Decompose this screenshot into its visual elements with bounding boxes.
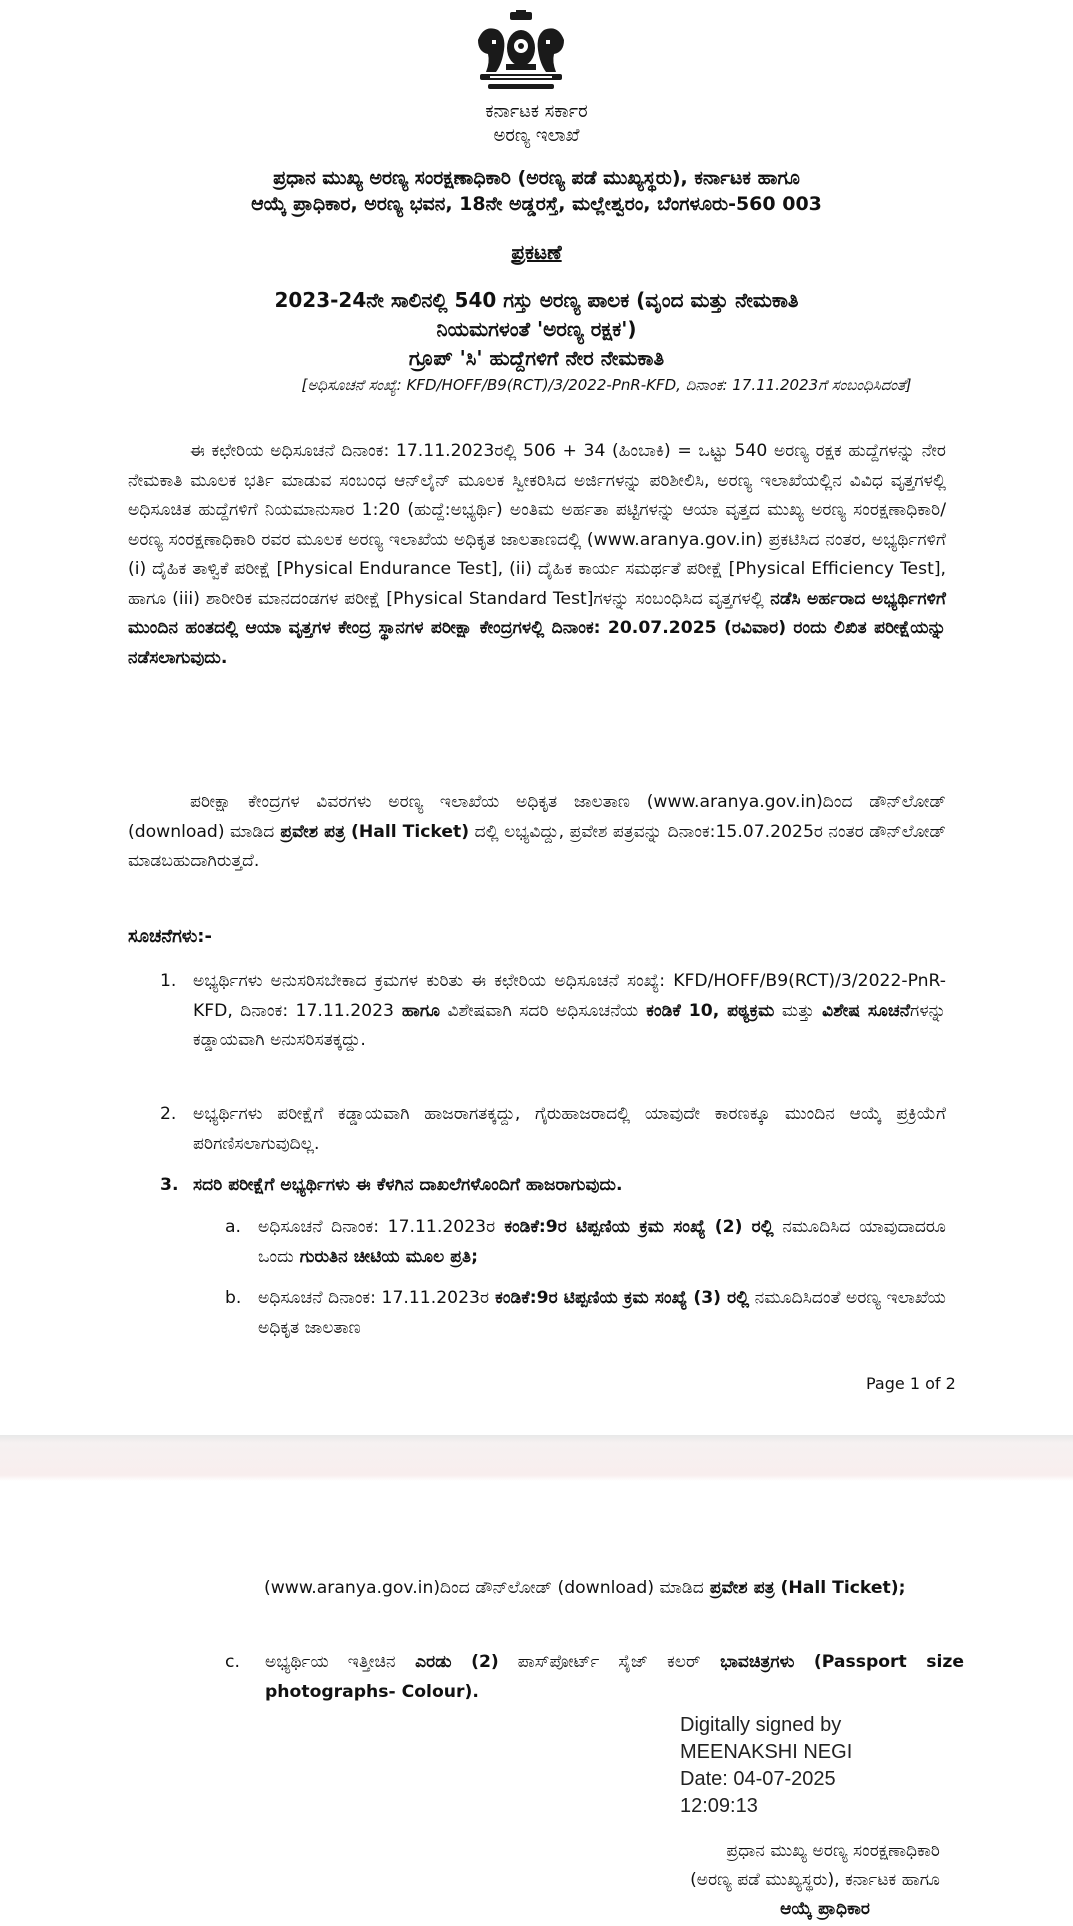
office-address-line-1: ಪ್ರಧಾನ ಮುಖ್ಯ ಅರಣ್ಯ ಸಂರಕ್ಷಣಾಧಿಕಾರಿ (ಅರಣ್ಯ ಪಡೆ ಮುಖ್ಯಸ್ಥರು), ಕರ್ನಾಟಕ ಹಾಗೂ bbox=[273, 167, 800, 189]
instruction-item-3: 3. ಸದರಿ ಪರೀಕ್ಷೆಗೆ ಅಭ್ಯರ್ಥಿಗಳು ಈ ಕೆಳಗಿನ ದಾಖಲೆಗಳೊಂದಿಗೆ ಹಾಜರಾಗುವುದು. bbox=[160, 1171, 946, 1201]
signature-line-1: Digitally signed by bbox=[680, 1714, 842, 1736]
notification-reference: [ಅಧಿಸೂಚನೆ ಸಂಖ್ಯೆ: KFD/HOFF/B9(RCT)/3/2022-PnR-KFD, ದಿನಾಂಕ: 17.11.2023ಗೆ ಸಂಬಂಧಿಸಿದಂತೆ] bbox=[301, 376, 912, 394]
instruction-subitem-a: a. ಅಧಿಸೂಚನೆ ದಿನಾಂಕ: 17.11.2023ರ ಕಂಡಿಕೆ:9ರ ಟಿಪ್ಪಣಿಯ ಕ್ರಮ ಸಂಖ್ಯೆ (2) ರಲ್ಲಿ ನಮೂದಿಸಿದ ಯಾವುದಾದರೂ ಒಂದು ಗುರುತಿನ ಚೀಟಿಯ ಮೂಲ ಪ್ರತಿ; bbox=[225, 1213, 946, 1272]
karnataka-emblem-icon bbox=[470, 10, 572, 96]
government-name: ಕರ್ನಾಟಕ ಸರ್ಕಾರ bbox=[485, 101, 588, 122]
office-address-line-2: ಆಯ್ಕೆ ಪ್ರಾಧಿಕಾರ, ಅರಣ್ಯ ಭವನ, 18ನೇ ಅಡ್ಡರಸ್ತೆ, ಮಲ್ಲೇಶ್ವರಂ, ಬೆಂಗಳೂರು-560 003 bbox=[251, 193, 822, 215]
signature-time: 12:09:13 bbox=[680, 1795, 758, 1817]
subitem-letter: a. bbox=[225, 1217, 241, 1237]
officer-designation-line-1: ಪ್ರಧಾನ ಮುಖ್ಯ ಅರಣ್ಯ ಸಂರಕ್ಷಣಾಧಿಕಾರಿ bbox=[726, 1841, 940, 1861]
paragraph-1-text: ಈ ಕಛೇರಿಯ ಅಧಿಸೂಚನೆ ದಿನಾಂಕ: 17.11.2023ರಲ್ಲಿ 506 + 34 (ಹಿಂಬಾಕಿ) = ಒಟ್ಟು 540 ಅರಣ್ಯ ರಕ್ಷಕ ಹುದ್ದೆಗಳನ್ನು ನೇರ ನೇಮಕಾತಿ ಮೂಲಕ ಭರ್ತಿ ಮಾಡುವ ಸಂಬಂಧ ಆನ್‌ಲೈನ್ ಮೂಲಕ ಸ್ವೀಕರಿಸಿದ ಅರ್ಜಿಗಳನ್ನು ಪರಿಶೀಲಿಸಿ, ಅರಣ್ಯ ಇಲಾಖೆಯಲ್ಲಿನ ವಿವಿಧ ವೃತ್ತಗಳಲ್ಲಿ ಅಧಿಸೂಚಿತ ಹುದ್ದೆಗಳಿಗೆ ನಿಯಮಾನುಸಾರ 1:20 (ಹುದ್ದೆ:ಅಭ್ಯರ್ಥಿ) ಅಂತಿಮ ಅರ್ಹತಾ ಪಟ್ಟಿಗಳನ್ನು ಆಯಾ ವೃತ್ತದ ಮುಖ್ಯ ಅರಣ್ಯ ಸಂರಕ್ಷಣಾಧಿಕಾರಿ/ಅರಣ್ಯ ಸಂರಕ್ಷಣಾಧಿಕಾರಿ ರವರ ಮೂಲಕ ಅರಣ್ಯ ಇಲಾಖೆಯ ಅಧಿಕೃತ ಜಾಲತಾಣದಲ್ಲಿ (www.aranya.gov.in) ಪ್ರಕಟಿಸಿದ ನಂತರ, ಅಭ್ಯರ್ಥಿಗಳಿಗೆ (i) ದೈಹಿಕ ತಾಳ್ವಿಕೆ ಪರೀಕ್ಷೆ [Physical Endurance Test], (ii) ದೈಹಿಕ ಕಾರ್ಯ ಸಮರ್ಥತೆ ಪರೀಕ್ಷೆ [Physical Efficiency Test], ಹಾಗೂ (iii) ಶಾರೀರಿಕ ಮಾನದಂಡಗಳ ಪರೀಕ್ಷೆ [Physical Standard Test]ಗಳನ್ನು ಸಂಬಂಧಿಸಿದ ವೃತ್ತಗಳಲ್ಲಿ bbox=[128, 441, 946, 609]
instruction-subitem-c: c. ಅಭ್ಯರ್ಥಿಯ ಇತ್ತೀಚಿನ ಎರಡು (2) ಪಾಸ್‌ಪೋರ್ಟ್ ಸೈಜ್ ಕಲರ್ ಭಾವಚಿತ್ರಗಳು (Passport size photographs- Colour). bbox=[225, 1648, 964, 1707]
notice-subject-line-2: ನಿಯಮಗಳಂತೆ 'ಅರಣ್ಯ ರಕ್ಷಕ') bbox=[436, 317, 637, 341]
subitem-b-continuation: (www.aranya.gov.in)ದಿಂದ ಡೌನ್‌ಲೋಡ್ (download) ಮಾಡಿದ ಪ್ರವೇಶ ಪತ್ರ (Hall Ticket); bbox=[264, 1578, 906, 1598]
hall-ticket-bold: ಪ್ರವೇಶ ಪತ್ರ (Hall Ticket) bbox=[274, 821, 470, 842]
item-number: 1. bbox=[160, 971, 177, 991]
paragraph-2-text-2: ದಲ್ಲಿ ಲಭ್ಯವಿದ್ದು, ಪ್ರವೇಶ ಪತ್ರವನ್ನು ದಿನಾಂಕ:15.07.2025ರ ನಂತರ ಡೌನ್‌ಲೋಡ್ ಮಾಡಬಹುದಾಗಿರುತ್ತದೆ. bbox=[128, 821, 947, 871]
officer-designation-line-2: (ಅರಣ್ಯ ಪಡೆ ಮುಖ್ಯಸ್ಥರು), ಕರ್ನಾಟಕ ಹಾಗೂ bbox=[690, 1870, 940, 1890]
notice-subject-line-3: ಗ್ರೂಪ್ 'ಸಿ' ಹುದ್ದೆಗಳಿಗೆ ನೇರ ನೇಮಕಾತಿ bbox=[408, 346, 665, 370]
item-number: 3. bbox=[160, 1175, 179, 1195]
officer-designation-line-3: ಆಯ್ಕೆ ಪ್ರಾಧಿಕಾರ bbox=[780, 1899, 870, 1919]
instructions-heading: ಸೂಚನೆಗಳು:- bbox=[128, 926, 212, 947]
paragraph-2-text-1: ಪರೀಕ್ಷಾ ಕೇಂದ್ರಗಳ ವಿವರಗಳು ಅರಣ್ಯ ಇಲಾಖೆಯ ಅಧಿಕೃತ ಜಾಲತಾಣ (www.aranya.gov.in)ದಿಂದ ಡೌನ್‌ಲೋಡ್ (download) ಮಾಡಿದ bbox=[128, 792, 946, 842]
notice-title: ಪ್ರಕಟಣೆ bbox=[511, 240, 562, 264]
page-separator bbox=[0, 1435, 1073, 1481]
item-number: 2. bbox=[160, 1104, 177, 1124]
page-number: Page 1 of 2 bbox=[866, 1374, 956, 1393]
signature-date: Date: 04-07-2025 bbox=[680, 1768, 836, 1790]
instruction-subitem-b: b. ಅಧಿಸೂಚನೆ ದಿನಾಂಕ: 17.11.2023ರ ಕಂಡಿಕೆ:9ರ ಟಿಪ್ಪಣಿಯ ಕ್ರಮ ಸಂಖ್ಯೆ (3) ರಲ್ಲಿ ನಮೂದಿಸಿದಂತೆ ಅರಣ್ಯ ಇಲಾಖೆಯ ಅಧಿಕೃತ ಜಾಲತಾಣ bbox=[225, 1284, 946, 1343]
instruction-item-1: 1. ಅಭ್ಯರ್ಥಿಗಳು ಅನುಸರಿಸಬೇಕಾದ ಕ್ರಮಗಳ ಕುರಿತು ಈ ಕಛೇರಿಯ ಅಧಿಸೂಚನೆ ಸಂಖ್ಯೆ: KFD/HOFF/B9(RCT)/3/2022-PnR-KFD, ದಿನಾಂಕ: 17.11.2023 ಹಾಗೂ ವಿಶೇಷವಾಗಿ ಸದರಿ ಅಧಿಸೂಚನೆಯ ಕಂಡಿಕೆ 10, ಪಠ್ಯಕ್ರಮ ಮತ್ತು ವಿಶೇಷ ಸೂಚನೆಗಳನ್ನು ಕಡ್ಡಾಯವಾಗಿ ಅನುಸರಿಸತಕ್ಕದ್ದು. bbox=[160, 967, 946, 1056]
signature-name: MEENAKSHI NEGI bbox=[680, 1741, 853, 1763]
notice-subject-line-1: 2023-24ನೇ ಸಾಲಿನಲ್ಲಿ 540 ಗಸ್ತು ಅರಣ್ಯ ಪಾಲಕ (ವೃಂದ ಮತ್ತು ನೇಮಕಾತಿ bbox=[274, 288, 799, 312]
department-name: ಅರಣ್ಯ ಇಲಾಖೆ bbox=[493, 125, 580, 146]
subitem-letter: b. bbox=[225, 1288, 242, 1308]
paragraph-hall-ticket bbox=[128, 788, 946, 877]
digital-signature-block bbox=[680, 1712, 852, 1820]
instruction-item-2: 2. ಅಭ್ಯರ್ಥಿಗಳು ಪರೀಕ್ಷೆಗೆ ಕಡ್ಡಾಯವಾಗಿ ಹಾಜರಾಗತಕ್ಕದ್ದು, ಗೈರುಹಾಜರಾದಲ್ಲಿ ಯಾವುದೇ ಕಾರಣಕ್ಕೂ ಮುಂದಿನ ಆಯ್ಕೆ ಪ್ರಕ್ರಿಯೆಗೆ ಪರಿಗಣಿಸಲಾಗುವುದಿಲ್ಲ. bbox=[160, 1100, 946, 1159]
paragraph-1-bold: ನಡೆಸಿ ಅರ್ಹರಾದ ಅಭ್ಯರ್ಥಿಗಳಿಗೆ ಮುಂದಿನ ಹಂತದಲ್ಲಿ ಆಯಾ ವೃತ್ತಗಳ ಕೇಂದ್ರ ಸ್ಥಾನಗಳ ಪರೀಕ್ಷಾ ಕೇಂದ್ರಗಳಲ್ಲಿ ದಿನಾಂಕ: 20.07.2025 (ರವಿವಾರ) ರಂದು ಲಿಖಿತ ಪರೀಕ್ಷೆಯನ್ನು ನಡೆಸಲಾಗುವುದು. bbox=[128, 588, 946, 668]
subitem-letter: c. bbox=[225, 1652, 240, 1672]
paragraph-written-exam bbox=[128, 437, 946, 673]
